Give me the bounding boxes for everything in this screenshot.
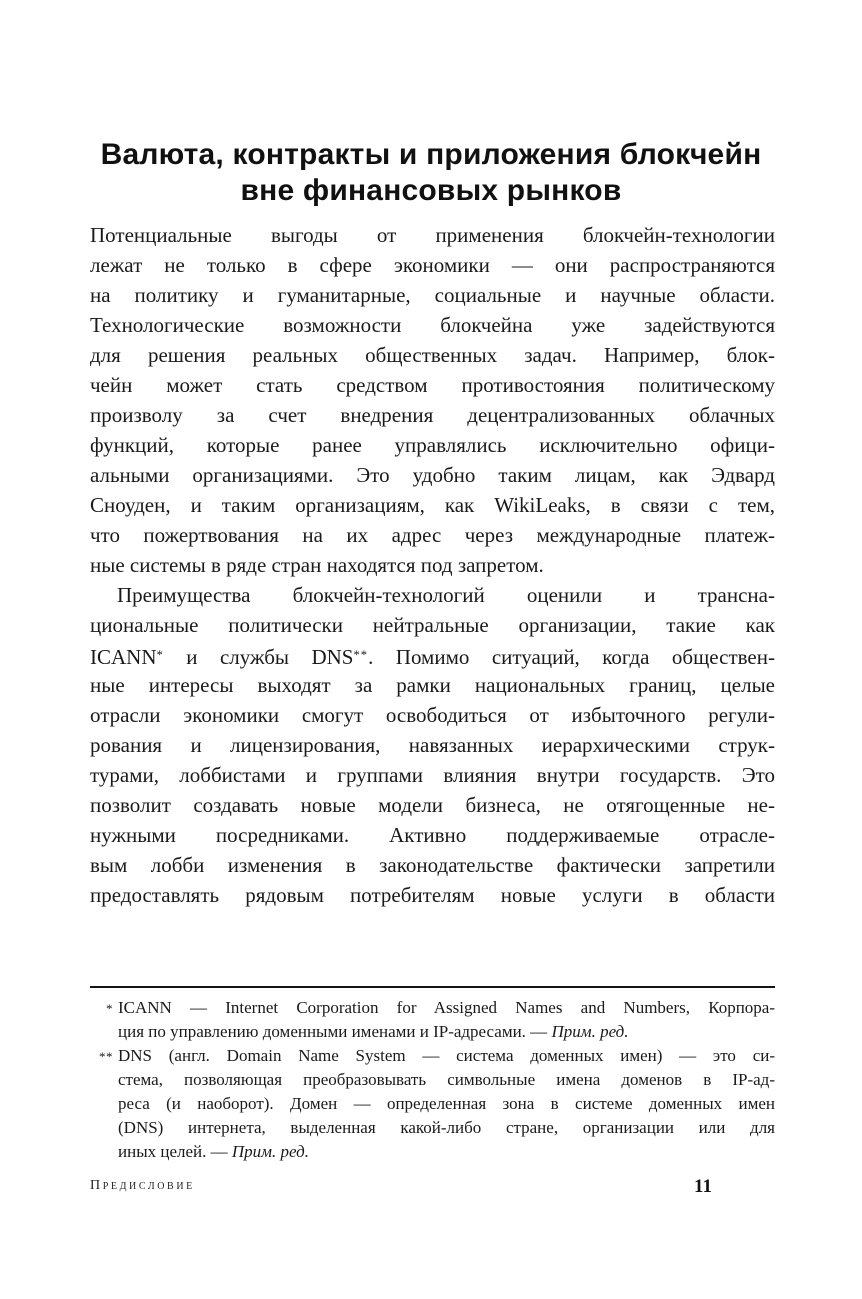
footnote-line: (DNS) интернета, выделенная какой-либо стране, организации или для <box>118 1118 775 1137</box>
text-segment: . Помимо ситуаций, когда обществен- <box>368 645 775 669</box>
body-text <box>90 220 775 910</box>
text-line: позволит создавать новые модели бизнеса, не отягощенные не- <box>90 793 775 817</box>
text-line: произволу за счет внедрения децентрализованных облачных <box>90 403 775 427</box>
text-line <box>90 640 775 670</box>
chapter-heading-line1: Валюта, контракты и приложения блокчейн <box>100 138 762 172</box>
text-line: альными организациями. Это удобно таким лицам, как Эдвард <box>90 463 775 487</box>
text-line: Потенциальные выгоды от применения блокчейн-технологии <box>90 223 775 247</box>
footnote <box>90 996 775 1044</box>
paragraph <box>90 580 775 910</box>
text-line: функций, которые ранее управлялись исключительно офици- <box>90 433 775 457</box>
text-line: лежат не только в сфере экономики — они распространяются <box>90 253 775 277</box>
text-segment: Прим. ред. <box>551 1022 629 1041</box>
text-line: Сноуден, и таким организациям, как WikiLeaks, в связи с тем, <box>90 493 775 517</box>
text-line: ные интересы выходят за рамки национальных границ, целые <box>90 673 775 697</box>
text-segment: иных целей. — <box>118 1142 232 1161</box>
footnote-reference-mark: * <box>156 648 164 662</box>
text-line: для решения реальных общественных задач. Например, блок- <box>90 343 775 367</box>
text-line: на политику и гуманитарные, социальные и научные области. <box>90 283 775 307</box>
text-segment: ICANN <box>90 645 157 669</box>
text-segment: Прим. ред. <box>231 1142 309 1161</box>
text-line: предоставлять рядовым потребителям новые услуги в области <box>90 883 775 907</box>
text-line: Преимущества блокчейн-технологий оценили и трансна- <box>117 583 775 607</box>
page-number: 11 <box>694 1176 712 1197</box>
footnote-line: стема, позволяющая преобразовывать символьные имена доменов в IP-ад- <box>118 1070 775 1089</box>
footnote-separator-rule <box>90 986 775 988</box>
text-line: отрасли экономики смогут освободиться от избыточного регули- <box>90 703 775 727</box>
text-line: циональные политически нейтральные организации, такие как <box>90 613 775 637</box>
text-segment: и службы DNS <box>163 645 354 669</box>
text-line: турами, лоббистами и группами влияния внутри государств. Это <box>90 763 775 787</box>
footnote <box>90 1044 775 1164</box>
text-line: рования и лицензирования, навязанных иерархическими струк- <box>90 733 775 757</box>
footnotes <box>90 996 775 1164</box>
text-line: Технологические возможности блокчейна уже задействуются <box>90 313 775 337</box>
paragraph <box>90 220 775 580</box>
text-line: ные системы в ряде стран находятся под запретом. <box>90 553 544 577</box>
footnote-line <box>118 1020 775 1044</box>
footnote-line: реса (и наоборот). Домен — определенная зона в системе доменных имен <box>118 1094 775 1113</box>
footnote-marker: * <box>106 1001 113 1016</box>
text-segment: ция по управлению доменными именами и IP-адресами. — <box>118 1022 552 1041</box>
footnote-line: ICANN — Internet Corporation for Assigned Names and Numbers, Корпора- <box>118 998 775 1017</box>
footnote-line <box>118 1140 775 1164</box>
text-line: вым лобби изменения в законодательстве фактически запретили <box>90 853 775 877</box>
chapter-heading-line2: вне финансовых рынков <box>240 174 622 208</box>
text-line: чейн может стать средством противостояния политическому <box>90 373 775 397</box>
footnote-line: DNS (англ. Domain Name System — система доменных имен) — это си- <box>118 1046 775 1065</box>
chapter-heading <box>88 137 774 209</box>
footnote-reference-mark: ** <box>353 648 369 662</box>
text-line: что пожертвования на их адрес через международные платеж- <box>90 523 775 547</box>
running-title: Предисловие <box>90 1178 195 1193</box>
footnote-marker: ** <box>99 1049 113 1064</box>
text-line: нужными посредниками. Активно поддерживаемые отрасле- <box>90 823 775 847</box>
